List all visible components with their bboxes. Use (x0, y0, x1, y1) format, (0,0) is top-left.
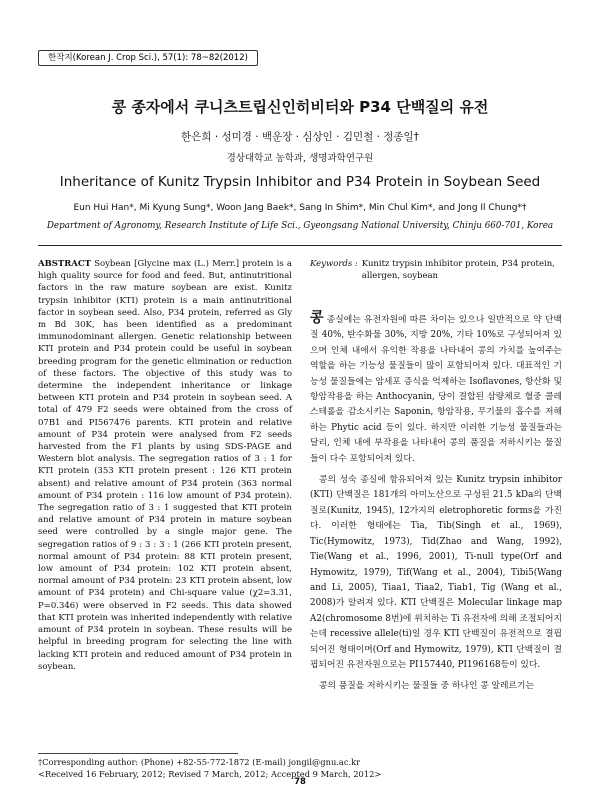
authors-english: Eun Hui Han*, Mi Kyung Sung*, Woon Jang Baek*, Sang In Shim*, Min Chul Kim*, and Jong Il Chung*† (73, 203, 527, 213)
dropcap: 콩 (310, 310, 324, 326)
journal-citation-tag: 한작지(Korean J. Crop Sci.), 57(1): 78~82(2012) (38, 50, 258, 66)
footnote-divider (38, 753, 238, 754)
abstract-text: Soybean [Glycine max (L.) Merr.] protein is a high quality source for food and feed. But, antinutritional factors in the raw mature soybean are exist. Kunitz trypsin inhibitor (KTI) protein is a main antinutritional factor in soybean seed. Also, P34 protein, referred as Gly m Bd 30K, has been identified as a predominant immunodominant allergen. Genetic relationship between KTI protein and P34 protein could be useful in soybean breeding program for the genetic elimination or reduction of these factors. The objective of this study was to determine the independent inheritance or linkage between KTI protein and P34 protein in soybean seed. A total of 479 F2 seeds were obtained from the cross of 07B1 and PI567476 parents. KTI protein and relative amount of P34 protein were analysed from F2 seeds harvested from the F1 plants by using SDS-PAGE and Western blot analysis. The segregation ratios of 3 : 1 for KTI protein (353 KTI protein present : 126 KTI protein absent) and relative amount of P34 protein (363 normal amount of P34 protein : 116 low amount of P34 protein). The segregation ratio of 3 : 1 suggested that KTI protein and relative amount of P34 protein in mature soybean seed were controlled by a single major gene. The segregation ratios of 9 : 3 : 3 : 1 (266 KTI protein present, normal amount of P34 protein: 88 KTI protein present, low amount of P34 protein: 102 KTI protein absent, normal amount of P34 protein: 23 KTI protein absent, low amount of P34 protein) and Chi-square value (χ2=3.31, P=0.346) were observed in F2 seeds. This data showed that KTI protein was inherited independently with relative amount of P34 protein in soybean. These results will be helpful in breeding program for selecting the line with lacking KTI protein and reduced amount of P34 protein in soybean. (38, 259, 292, 672)
body-paragraph-1 (310, 311, 562, 467)
keywords-text: Kunitz trypsin inhibitor protein, P34 protein, allergen, soybean (361, 259, 555, 282)
body-paragraph-2: 콩의 성숙 종실에 함유되어져 있는 Kunitz trypsin inhibitor (KTI) 단백질은 181개의 아미노산으로 구성된 21.5 kDa의 단백질로(Kunitz, 1945), 12가지의 eletrophoretic forms을 가진다. 이러한 형태에는 Tia, Tib(Singh et al., 1969), Tic(Hymowitz, 1973), Tid(Zhao and Wang, 1992), Tie(Wang et al., 1996, 2001), Ti-null type(Orf and Hymowitz, 1979), Tif(Wang et al., 2004), Tibi5(Wang and Li, 2005), Tiaa1, Tiaa2, Tiab1, Tig (Wang et al., 2008)가 알려져 있다. KTI 단백질은 Molecular linkage map A2(chromosome 8번)에 위치하는 Ti 유전자에 의해 조절되어지는데 recessive allele(ti)일 경우 KTI 단백질이 유전적으로 결핍되어진 형태이며(Orf and Hymowitz, 1979), KTI 단백질이 결핍되어진 유전자원으로는 PI157440, PI196168등이 있다. (310, 475, 562, 670)
abstract-heading: ABSTRACT (38, 259, 91, 269)
body-paragraph-3: 콩의 품질을 저하시키는 물질들 중 하나인 콩 알레르기는 (319, 681, 535, 692)
page-number: 78 (294, 777, 306, 787)
received-dates-note: <Received 16 February, 2012; Revised 7 March, 2012; Accepted 9 March, 2012> (38, 769, 382, 779)
title-korean: 콩 종자에서 쿠니츠트립신인히비터와 P34 단백질의 유전 (111, 98, 489, 116)
header-divider (38, 245, 562, 246)
keywords-label: Keywords : (310, 259, 358, 269)
abstract-block (38, 258, 292, 673)
corresponding-author-note: †Corresponding author: (Phone) +82-55-772-1872 (E-mail) jongil@gnu.ac.kr (38, 757, 361, 767)
body-paragraph-1-text: 종실에는 유전자원에 따른 차이는 있으나 일반적으로 약 단백질 40%, 탄수화물 30%, 지방 20%, 기타 10%로 구성되어져 있으며 인체 내에서 유익한 작용을 나타내어 콩의 가치를 높여주는 역할을 하는 기능성 물질들이 많이 포함되어져 있다. 대표적인 기능성 물질들에는 암세포 증식을 억제하는 Isoflavones, 항산화 및 항암작용을 하는 Anthocyanin, 당이 결합된 삼량체로 혈중 콜레스테롤을 감소시키는 Saponin, 항암작용, 무기물의 흡수를 저해하는 Phytic acid 등이 있다. 하지만 이러한 기능성 물질들과는 달리, 인체 내에 부작용을 나타내어 콩의 품질을 저하시키는 물질들이 다수 포함되어져 있다. (310, 315, 562, 464)
affiliation-korean: 경상대학교 농학과, 생명과학연구원 (226, 153, 374, 164)
authors-korean: 한은희 · 성미경 · 백운장 · 심상인 · 김민철 · 정종일† (181, 131, 419, 143)
keywords-block (310, 258, 562, 282)
korean-body-text (310, 311, 562, 701)
affiliation-english: Department of Agronomy, Research Institute of Life Sci., Gyeongsang National University, Chinju 660-701, Korea (46, 221, 554, 231)
title-english: Inheritance of Kunitz Trypsin Inhibitor and P34 Protein in Soybean Seed (59, 174, 541, 190)
